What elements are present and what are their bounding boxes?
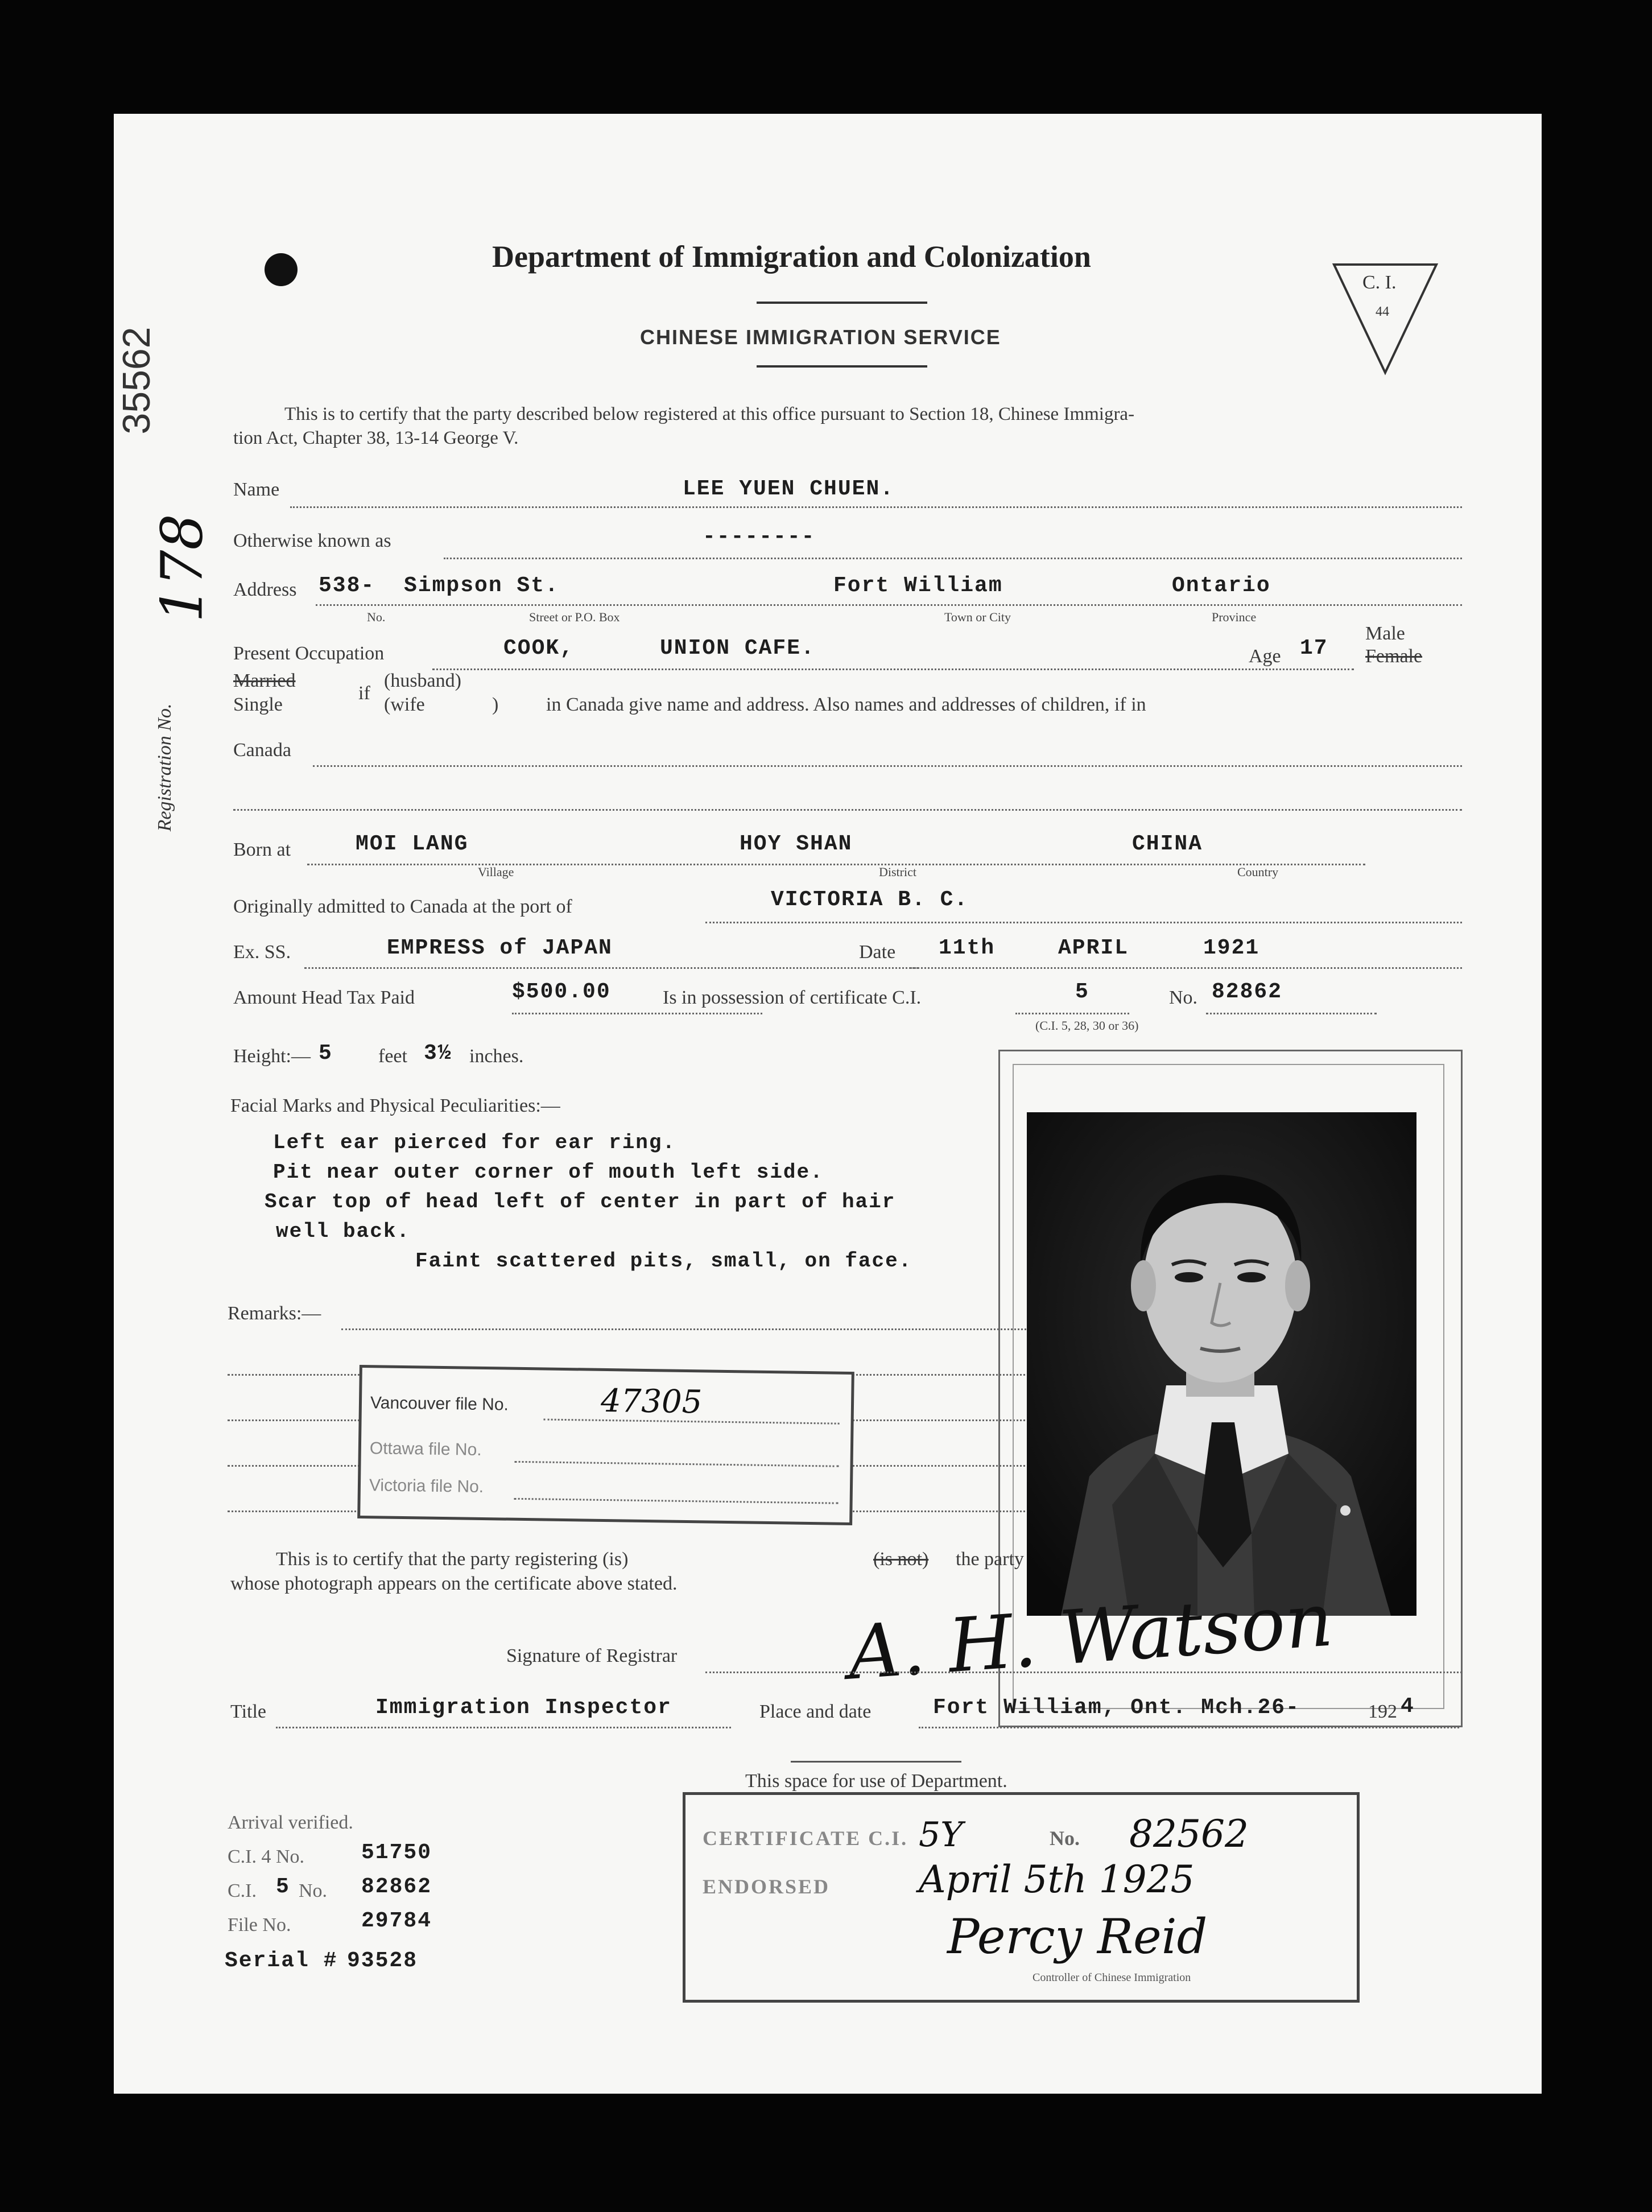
registrar-signature: A. H. Watson (845, 1576, 1336, 1697)
service-title: CHINESE IMMIGRATION SERVICE (640, 325, 1001, 349)
title-label: Title (230, 1701, 267, 1722)
controller-signature: Percy Reid (947, 1909, 1208, 1965)
header-rule-bottom (757, 365, 927, 368)
victoria-file-label: Victoria file No. (369, 1476, 484, 1497)
ci4-label: C.I. 4 No. (228, 1846, 305, 1867)
place-label: Place and date (759, 1701, 872, 1722)
mark-line-4: well back. (276, 1220, 411, 1243)
address-label: Address (233, 579, 297, 600)
address-sub-province: Province (1212, 610, 1257, 624)
registration-certificate (114, 114, 1542, 2094)
form-code: C. I. (1362, 272, 1397, 293)
department-divider (791, 1761, 961, 1763)
header-rule (757, 302, 927, 304)
headtax-value: $500.00 (512, 980, 611, 1004)
ci5-value: 82862 (361, 1875, 432, 1899)
born-country: CHINA (1132, 832, 1203, 856)
form-number: 44 (1376, 304, 1389, 319)
certificate-label: CERTIFICATE C.I. (703, 1827, 908, 1850)
year-prefix: 192 (1368, 1701, 1397, 1722)
controller-label: Controller of Chinese Immigration (1032, 1971, 1191, 1984)
address-sub-no: No. (367, 610, 386, 624)
otherwise-label: Otherwise known as (233, 530, 391, 551)
vancouver-file-value: 47305 (600, 1382, 703, 1421)
ship-value: EMPRESS of JAPAN (387, 936, 613, 960)
photo-cert-line-1a: This is to certify that the party registering (is) (276, 1549, 629, 1570)
signature-label: Signature of Registrar (506, 1645, 678, 1666)
punch-hole (265, 253, 298, 286)
age-label: Age (1249, 646, 1281, 667)
photo-cert-line-1b: the party (956, 1549, 1024, 1570)
photo-cert-line-2: whose photograph appears on the certificate above stated. (230, 1573, 678, 1594)
endorsement-no-label: No. (1050, 1827, 1080, 1850)
ci-options: (C.I. 5, 28, 30 or 36) (1035, 1018, 1139, 1033)
address-sub-city: Town or City (944, 610, 1011, 624)
certification-line-2: tion Act, Chapter 38, 13-14 George V. (233, 428, 519, 448)
occupation-label: Present Occupation (233, 643, 385, 664)
registration-label: Registration No. (154, 703, 175, 832)
height-inches: 3½ (424, 1041, 452, 1066)
title-value: Immigration Inspector (375, 1695, 672, 1720)
address-street: Simpson St. (404, 573, 559, 598)
address-province: Ontario (1172, 573, 1271, 598)
address-no: 538- (319, 573, 375, 598)
place-value: Fort William, Ont. Mch.26- (933, 1695, 1300, 1720)
certificate-num: 5Y (919, 1815, 963, 1855)
date-label: Date (859, 942, 896, 963)
admitted-port: VICTORIA B. C. (771, 888, 969, 912)
file-value: 29784 (361, 1909, 432, 1933)
mark-line-3: Scar top of head left of center in part of hair (265, 1190, 896, 1214)
husband-label: (husband) (384, 670, 461, 691)
name-label: Name (233, 479, 280, 500)
canada-label: Canada (233, 740, 291, 761)
headtax-label: Amount Head Tax Paid (233, 987, 415, 1008)
date-day: 11th (939, 936, 996, 960)
married-label: Married (233, 670, 296, 691)
feet-label: feet (378, 1046, 407, 1067)
ottawa-file-label: Ottawa file No. (369, 1439, 482, 1459)
canada-instruction: in Canada give name and address. Also names and addresses of children, if in (546, 694, 1146, 715)
mark-line-1: Left ear pierced for ear ring. (273, 1131, 676, 1154)
department-title: Department of Immigration and Colonization (492, 240, 1091, 274)
occupation-employer: UNION CAFE. (660, 636, 815, 661)
ci5-num: 5 (276, 1875, 290, 1899)
endorsement-stamp (683, 1792, 1360, 2003)
marks-label: Facial Marks and Physical Peculiarities:— (230, 1095, 560, 1116)
admitted-label: Originally admitted to Canada at the port of (233, 896, 572, 917)
occupation-value: COOK, (503, 636, 575, 661)
mark-line-2: Pit near outer corner of mouth left side. (273, 1161, 824, 1184)
sex-female: Female (1365, 646, 1423, 667)
certification-line-1: This is to certify that the party described below registered at this office pursuant to Section 18, Chinese Immigra- (284, 404, 1135, 424)
no-label: No. (1169, 987, 1198, 1008)
born-label: Born at (233, 839, 291, 860)
year-suffix: 4 (1401, 1694, 1415, 1719)
mark-line-5: Faint scattered pits, small, on face. (415, 1249, 912, 1273)
wife-label: (wife (384, 694, 425, 715)
no-value: 82862 (1212, 980, 1283, 1004)
department-use-heading: This space for use of Department. (745, 1771, 1007, 1792)
ci-value: 5 (1075, 980, 1089, 1004)
date-year: 1921 (1203, 936, 1260, 960)
name-value: LEE YUEN CHUEN. (683, 477, 895, 501)
file-number-stamp (357, 1365, 854, 1525)
arrival-label: Arrival verified. (228, 1812, 353, 1833)
remarks-label: Remarks:— (228, 1303, 321, 1324)
height-feet: 5 (319, 1041, 333, 1066)
single-label: Single (233, 694, 283, 715)
address-city: Fort William (833, 573, 1003, 598)
file-label: File No. (228, 1914, 291, 1936)
inches-label: inches. (469, 1046, 524, 1067)
serial-label: Serial # (225, 1949, 338, 1973)
ci5-no-label: No. (299, 1880, 328, 1901)
wife-close: ) (492, 694, 499, 715)
ci5-label: C.I. (228, 1880, 257, 1901)
endorsement-no-value: 82562 (1129, 1812, 1249, 1856)
born-sub-district: District (879, 865, 916, 879)
ci4-value: 51750 (361, 1840, 432, 1865)
born-sub-country: Country (1237, 865, 1279, 879)
height-label: Height:— (233, 1046, 311, 1067)
endorsed-label: ENDORSED (703, 1875, 831, 1898)
registration-number-handwritten: 178 (148, 514, 216, 622)
address-sub-street: Street or P.O. Box (529, 610, 620, 624)
if-label: if (358, 683, 370, 704)
photo-cert-line-1-struck: (is not) (873, 1549, 929, 1570)
vancouver-file-label: Vancouver file No. (370, 1393, 509, 1414)
born-sub-village: Village (478, 865, 514, 879)
otherwise-value: -------- (703, 525, 816, 549)
born-village: MOI LANG (356, 832, 469, 856)
born-district: HOY SHAN (740, 832, 853, 856)
age-value: 17 (1300, 636, 1328, 661)
ship-label: Ex. SS. (233, 942, 291, 963)
serial-value: 93528 (347, 1949, 418, 1973)
registration-number-stamped: 35562 (115, 327, 158, 435)
sex-male: Male (1365, 623, 1405, 644)
possession-label: Is in possession of certificate C.I. (663, 987, 922, 1008)
applicant-photograph (1027, 1112, 1416, 1616)
date-month: APRIL (1058, 936, 1129, 960)
endorsed-value: April 5th 1925 (919, 1858, 1195, 1901)
